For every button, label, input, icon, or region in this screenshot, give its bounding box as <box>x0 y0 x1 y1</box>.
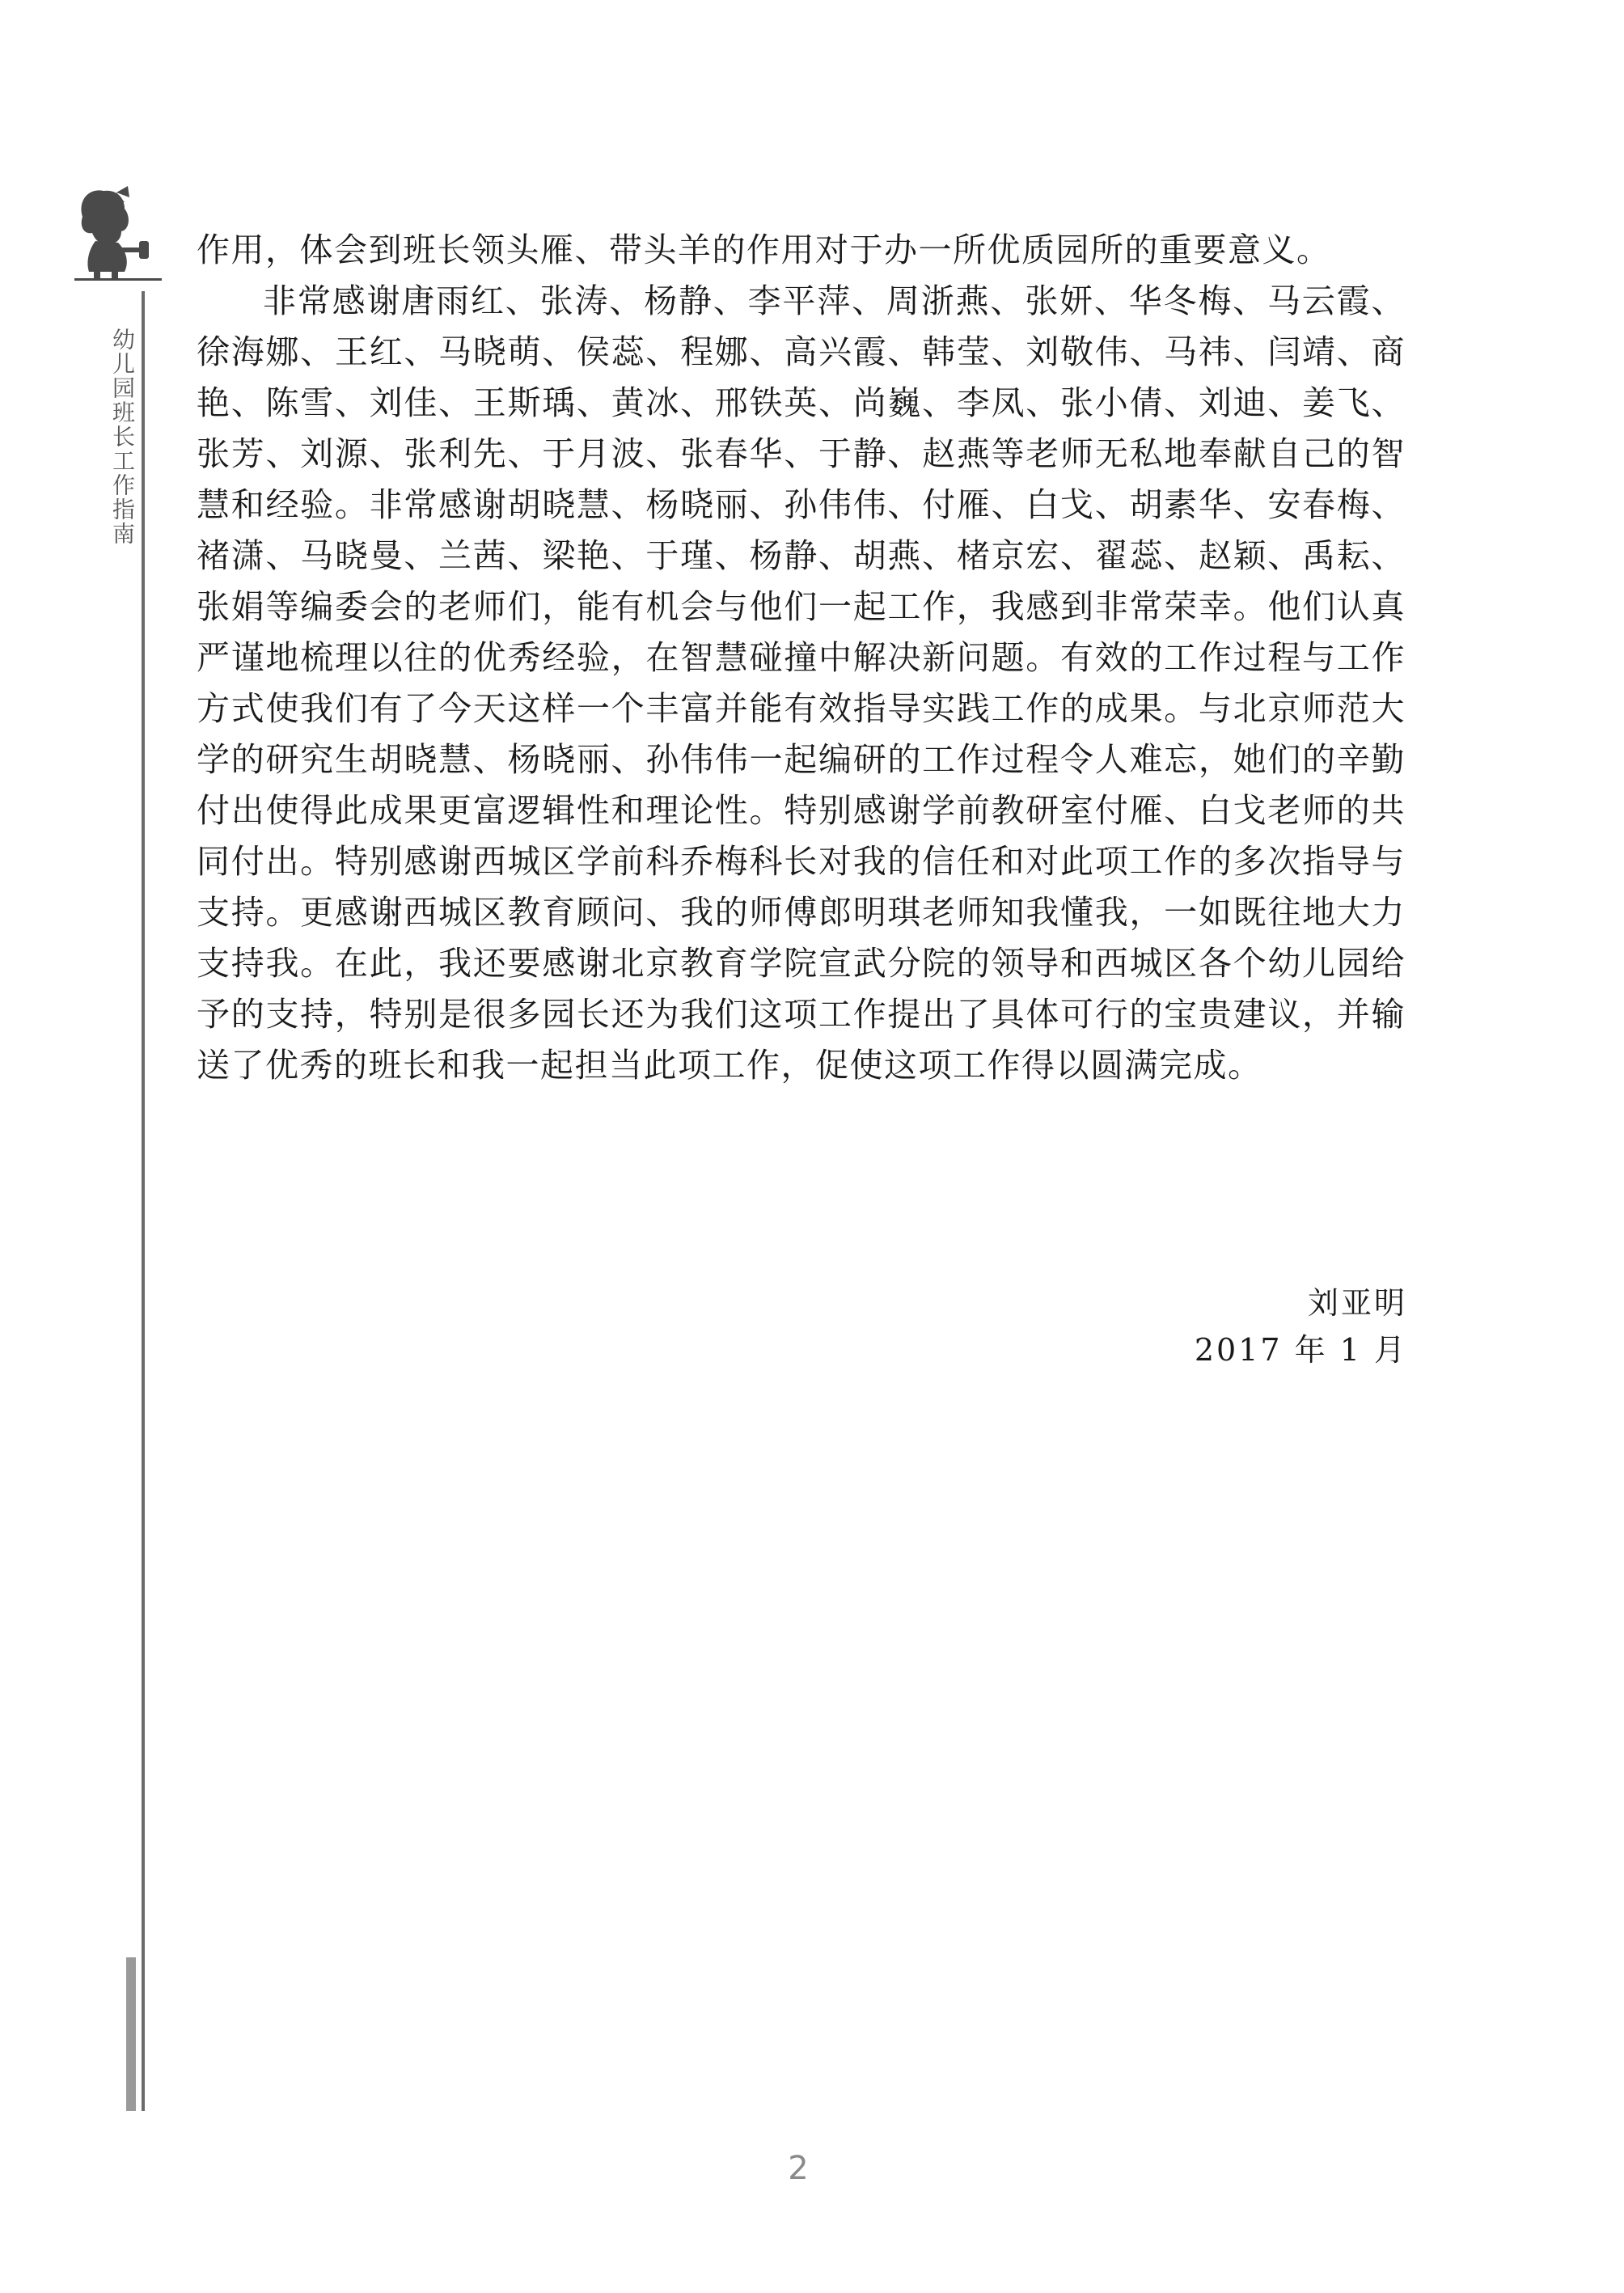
margin-accent-bar <box>126 1957 136 2111</box>
body-text <box>197 225 1406 1091</box>
page-number: 2 <box>788 2150 809 2187</box>
paragraph-acknowledgements: 非常感谢唐雨红、张涛、杨静、李平萍、周浙燕、张妍、华冬梅、马云霞、徐海娜、王红、马晓萌、侯蕊、程娜、高兴霞、韩莹、刘敬伟、马祎、闫靖、商艳、陈雪、刘佳、王斯瑀、黄冰、邢铁英、尚巍、李凤、张小倩、刘迪、姜飞、张芳、刘源、张利先、于月波、张春华、于静、赵燕等老师无私地奉献自己的智慧和经验。非常感谢胡晓慧、杨晓丽、孙伟伟、付雁、白戈、胡素华、安春梅、褚潇、马晓曼、兰茜、梁艳、于瑾、杨静、胡燕、楮京宏、翟蕊、赵颖、禹耘、张娟等编委会的老师们，能有机会与他们一起工作，我感到非常荣幸。他们认真严谨地梳理以往的优秀经验，在智慧碰撞中解决新问题。有效的工作过程与工作方式使我们有了今天这样一个丰富并能有效指导实践工作的成果。与北京师范大学的研究生胡晓慧、杨晓丽、孙伟伟一起编研的工作过程令人难忘，她们的辛勤付出使得此成果更富逻辑性和理论性。特别感谢学前教研室付雁、白戈老师的共同付出。特别感谢西城区学前科乔梅科长对我的信任和对此项工作的多次指导与支持。更感谢西城区教育顾问、我的师傅郎明琪老师知我懂我，一如既往地大力支持我。在此，我还要感谢北京教育学院宣武分院的领导和西城区各个幼儿园给予的支持，特别是很多园长还为我们这项工作提出了具体可行的宝贵建议，并输送了优秀的班长和我一起担当此项工作，促使这项工作得以圆满完成。 <box>197 281 1406 1085</box>
paragraph-continuation: 作用，体会到班长领头雁、带头羊的作用对于办一所优质园所的重要意义。 <box>197 231 1331 269</box>
author-name: 刘亚明 <box>1307 1285 1407 1321</box>
signature-block <box>1195 1280 1407 1373</box>
signature-date: 2017 年 1 月 <box>1194 1332 1407 1368</box>
sidebar-book-title: 幼儿园班长工作指南 <box>109 328 136 546</box>
margin-divider <box>142 291 145 2111</box>
child-silhouette-logo <box>71 184 164 281</box>
